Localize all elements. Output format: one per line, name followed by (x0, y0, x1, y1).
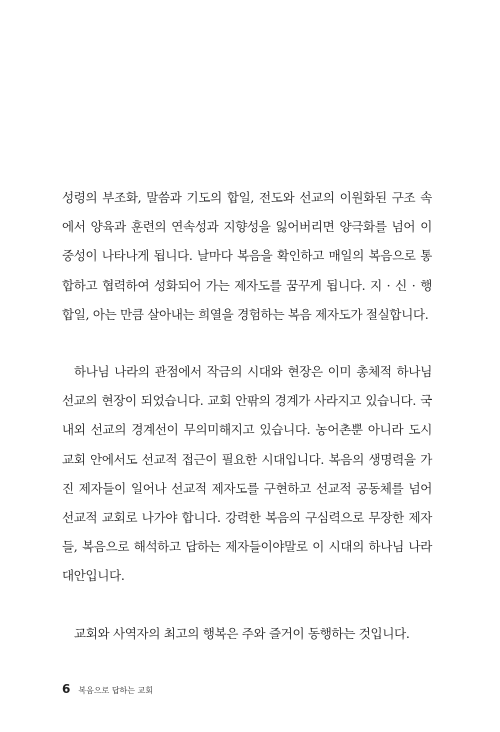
page-number: 6 (62, 682, 71, 696)
body-text (62, 183, 432, 648)
paragraph-mission: 하나님 나라의 관점에서 작금의 시대와 현장은 이미 총체적 하나님 선교의 현장이 되었습니다. 교회 안팎의 경계가 사라지고 있습니다. 국내외 선교의 경계선이 무의미해지고 있습니다. 농어촌뿐 아니라 도시교회 안에서도 선교적 접근이 필요한 시대입니다. 복음의 생명력을 가진 제자들이 일어나 선교적 제자도를 구현하고 선교적 공동체를 넘어 선교적 교회로 나가야 합니다. 강력한 복음의 구심력으로 무장한 제자들, 복음으로 해석하고 답하는 제자들이야말로 이 시대의 하나님 나라 대안입니다. (62, 364, 432, 584)
running-title: 복음으로 답하는 교회 (78, 686, 153, 695)
paragraph-happiness: 교회와 사역자의 최고의 행복은 주와 즐거이 동행하는 것입니다. (74, 625, 410, 641)
paragraph-discipleship: 성령의 부조화, 말씀과 기도의 합일, 전도와 선교의 이원화된 구조 속에서 양육과 훈련의 연속성과 지향성을 잃어버리면 양극화를 넘어 이중성이 나타나게 됩니다. 날마다 복음을 확인하고 매일의 복음으로 통합하고 협력하여 성화되어 가는 제자도를 꿈꾸게 됩니다. 지 · 신 · 행 합일, 아는 만큼 살아내는 희열을 경험하는 복음 제자도가 절실합니다. (62, 190, 432, 322)
page-footer (62, 682, 153, 696)
